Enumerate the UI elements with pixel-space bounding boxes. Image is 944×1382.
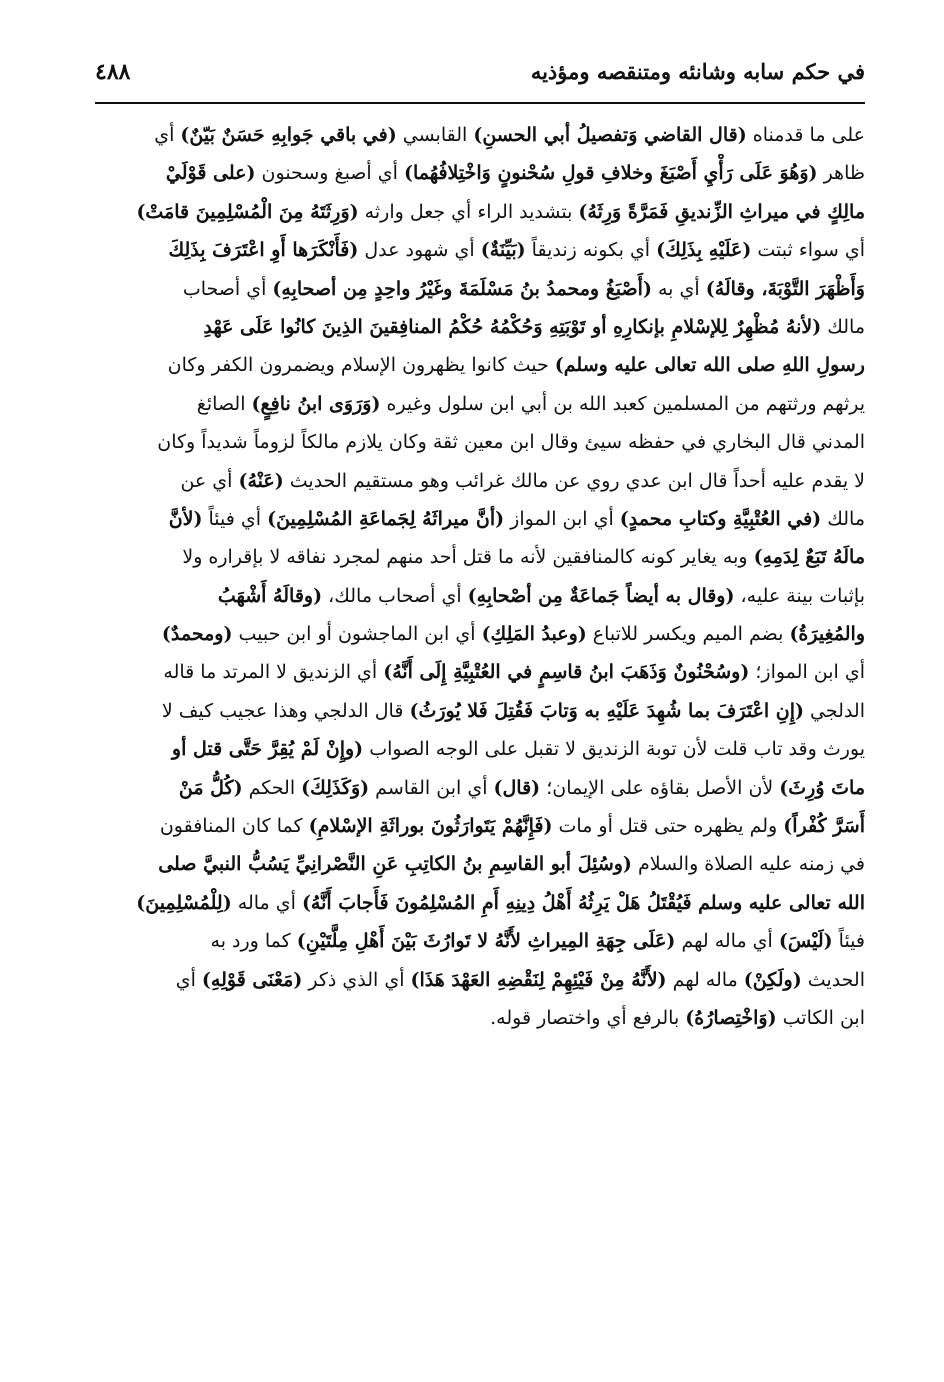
quoted-text: (كُلُّ مَنْ xyxy=(178,776,243,799)
quoted-text: (لِلْمُسْلِمِينَ) xyxy=(136,891,232,914)
text-line xyxy=(95,577,865,615)
text-line xyxy=(95,845,865,883)
quoted-text: (وقال به أيضاً جَماعَةٌ مِن أصْحابِهِ) xyxy=(467,584,735,607)
quoted-text: رسولِ اللهِ صلى الله تعالى عليه وسلم) xyxy=(554,354,865,377)
commentary-text: الحديث xyxy=(801,968,865,991)
commentary-text: حيث كانوا يظهرون الإسلام ويضمرون الكفر وكان xyxy=(167,354,555,377)
quoted-text: (فَإِنَّهُمْ يَتَوارَثُونَ بوراثَةِ الإسْلامِ) xyxy=(308,815,553,838)
commentary-text: وبه يغاير كونه كالمنافقين لأنه ما قتل أحد منهم لمجرد نفاقه لا بإقراره ولا xyxy=(182,546,754,569)
commentary-text: أي فيئاً xyxy=(202,507,268,530)
quoted-text: وَأَظْهَرَ التَّوْبَةَ، وقالَهُ) xyxy=(705,277,865,300)
text-line xyxy=(95,193,865,231)
commentary-text: على ما قدمناه xyxy=(746,124,865,146)
text-line xyxy=(95,423,865,461)
text-line xyxy=(95,807,865,845)
quoted-text: (مَعْنَى قَوْلِهِ) xyxy=(201,968,303,991)
quoted-text: (وسُحْنُونٌ وَذَهَبَ ابنُ قاسِمٍ في العُتْبِيَّةِ إِلَى أَنَّهُ) xyxy=(383,661,750,684)
quoted-text: (وَرِثَتَهُ مِنَ الْمُسْلِمِينَ قامَتْ) xyxy=(136,200,359,223)
quoted-text: (قال القاضي وَتفصيلُ أبي الحسنِ) xyxy=(473,124,747,146)
quoted-text: (ومحمدٌ) xyxy=(161,623,233,646)
commentary-text: فيئاً xyxy=(832,930,865,953)
quoted-text: (لَيْسَ) xyxy=(778,930,833,953)
quoted-text: الله تعالى عليه وسلم فَيُقْتَلُ هَلْ يَرِثُهُ أَهْلُ دِينِهِ أَمِ المُسْلِمُونَ فَأَجابَ أَنَّهُ) xyxy=(301,891,865,914)
commentary-text: أي الزنديق لا المرتد ما قاله xyxy=(163,661,384,684)
quoted-text: (وَهُوَ عَلَى رَأْيِ أَصْبَغَ وخلافِ قولِ سُحْنونٍ وَاخْتِلافُهُما) xyxy=(403,162,818,185)
quoted-text: (وَاخْتِصارُهُ) xyxy=(685,1006,777,1029)
commentary-text: بإثبات بينة عليه، xyxy=(734,584,865,607)
quoted-text: (عَنْهُ) xyxy=(238,469,284,492)
commentary-text: أي به xyxy=(651,277,706,300)
quoted-text: (في باقي جَوابِهِ حَسَنٌ بَيّنٌ) xyxy=(180,124,397,146)
text-line xyxy=(95,231,865,269)
quoted-text: ماتَ وُرِثَ) xyxy=(779,776,865,799)
text-line xyxy=(95,884,865,922)
quoted-text: مالَهُ تَبَعٌ لِدَمِهِ) xyxy=(753,546,865,569)
commentary-text: لا يقدم عليه أحداً قال ابن عدي روي عن مالك غرائب وهو مستقيم الحديث xyxy=(283,469,865,492)
page-number: ٤٨٨ xyxy=(95,59,131,85)
quoted-text: (وإِنْ لَمْ يُقِرَّ حَتَّى قتل أو xyxy=(171,738,364,761)
text-line xyxy=(95,154,865,192)
commentary-text: أي أصحاب xyxy=(182,277,273,300)
quoted-text: (قال) xyxy=(493,776,541,799)
header-divider xyxy=(95,102,865,104)
quoted-text: (إِنِ اعْتَرَفَ بما شُهِدَ عَلَيْهِ به وَتابَ فَقُتِلَ فَلا يُورَثُ) xyxy=(409,699,805,722)
quoted-text: (فَأَنْكَرَها أَوِ اعْتَرَفَ بِذَلِكَ xyxy=(168,239,359,262)
text-line xyxy=(95,730,865,768)
commentary-text: مالك xyxy=(821,507,865,530)
commentary-text: ظاهر xyxy=(817,162,865,185)
commentary-text: يرثهم ورثتهم من المسلمين كعبد الله بن أبي ابن سلول وغيره xyxy=(380,392,865,415)
quoted-text: (وَرَوَى ابنُ نافِعٍ) xyxy=(251,392,381,415)
commentary-text: أي ابن الماجشون أو ابن حبيب xyxy=(232,623,482,646)
text-line xyxy=(95,615,865,653)
commentary-text: كما ورد به xyxy=(210,930,297,953)
commentary-text: أي xyxy=(175,968,202,991)
quoted-text: والمُغِيرَةُ) xyxy=(789,623,865,646)
quoted-text: (وعبدُ المَلِكِ) xyxy=(481,623,587,646)
quoted-text: (لأَنَّهُ مِنْ فَيْئِهِمْ لِنَقْضِهِ العَهْدَ هَذَا) xyxy=(410,968,667,991)
quoted-text: مالِكٍ في ميراثِ الزِّنديقِ فَمَرَّةً وَرِثَهُ) xyxy=(578,200,865,223)
commentary-text: الدلجي xyxy=(804,699,865,722)
commentary-text: الصائغ xyxy=(196,392,252,415)
commentary-text: أي بكونه زنديقاً xyxy=(525,239,657,262)
commentary-text: مالك xyxy=(821,315,865,338)
commentary-text: ماله لهم xyxy=(666,968,744,991)
commentary-text: بتشديد الراء أي جعل وارثه xyxy=(358,200,579,223)
quoted-text: (لأنَّ xyxy=(168,507,203,530)
quoted-text: (أَصْبَغُ ومحمدُ بنُ مَسْلَمَةَ وغَيْرُ واحِدٍ مِن أصحابِهِ) xyxy=(272,277,652,300)
commentary-text: أي أصبغ وسحنون xyxy=(255,162,404,185)
text-line xyxy=(95,692,865,730)
commentary-text: أي عن xyxy=(180,469,239,492)
commentary-text: ابن الكاتب xyxy=(776,1006,865,1029)
commentary-text: بضم الميم ويكسر للاتباع xyxy=(586,623,790,646)
quoted-text: (وقالَهُ أَشْهَبُ xyxy=(217,584,323,607)
text-line xyxy=(95,270,865,308)
text-line xyxy=(95,999,865,1037)
commentary-text: قال الدلجي وهذا عجيب كيف لا xyxy=(161,699,410,722)
commentary-text: أي xyxy=(154,124,181,146)
commentary-text: أي أصحاب مالك، xyxy=(322,584,468,607)
quoted-text: (لأنهُ مُظْهِرٌ لِلإسْلامِ بإنكارِهِ أو تَوْبَتِهِ وَحُكْمُهُ حُكْمُ المنافِقينَ الذِينَ كانُوا عَلَى عَهْدِ xyxy=(203,315,822,338)
text-line xyxy=(95,346,865,384)
commentary-text: أي ابن المواز؛ xyxy=(749,661,865,684)
commentary-text: كما كان المنافقون xyxy=(159,815,309,838)
text-line xyxy=(95,538,865,576)
commentary-text: لأن الأصل بقاؤه على الإيمان؛ xyxy=(540,776,780,799)
commentary-text: أي شهود عدل xyxy=(358,239,481,262)
running-title: في حكم سابه وشانئه ومتنقصه ومؤذيه xyxy=(530,59,865,84)
quoted-text: (أنَّ ميراثَهُ لِجَماعَةِ المُسْلِمِينَ) xyxy=(267,507,505,530)
quoted-text: أَسَرَّ كُفْراً) xyxy=(783,815,865,838)
quoted-text: (عَلَيْهِ بِذَلِكَ) xyxy=(656,239,752,262)
quoted-text: (وسُئِلَ أبو القاسِمِ بنُ الكاتِبِ عَنِ النَّصْرانِيِّ يَسُبُّ النبيَّ صلى xyxy=(158,853,632,876)
commentary-text: الحكم xyxy=(242,776,302,799)
text-line xyxy=(95,500,865,538)
commentary-text: المدني قال البخاري في حفظه سيئ وقال ابن معين ثقة وكان يلازم مالكاً لزوماً شديداً وكان xyxy=(157,431,865,454)
commentary-text: أي ماله xyxy=(231,891,302,914)
text-line xyxy=(95,308,865,346)
commentary-text: أي الذي ذكر xyxy=(302,968,411,991)
commentary-text: ولم يظهره حتى قتل أو مات xyxy=(552,815,784,838)
text-line xyxy=(95,922,865,960)
page-header xyxy=(95,55,865,101)
quoted-text: (عَلَى جِهَةِ المِيراثِ لأَنَّهُ لا تَوارُثَ بَيْنَ أَهْلِ مِلَّتَيْنِ) xyxy=(296,930,676,953)
quoted-text: (بَيِّنَةٌ) xyxy=(480,239,526,262)
quoted-text: (وَكَذَلِكَ) xyxy=(301,776,370,799)
text-line xyxy=(95,961,865,999)
text-line xyxy=(95,769,865,807)
quoted-text: (في العُتْبِيَّةِ وكتابِ محمدٍ) xyxy=(619,507,822,530)
commentary-text: أي ابن القاسم xyxy=(369,776,494,799)
quoted-text: (ولَكِنْ) xyxy=(743,968,802,991)
commentary-text: أي ماله لهم xyxy=(675,930,779,953)
commentary-text: يورث وقد تاب قلت لأن توبة الزنديق لا تقبل على الوجه الصواب xyxy=(363,738,865,761)
commentary-text: بالرفع أي واختصار قوله. xyxy=(490,1006,686,1029)
commentary-text: أي ابن المواز xyxy=(504,507,620,530)
commentary-text: في زمنه عليه الصلاة والسلام xyxy=(631,853,865,876)
text-line xyxy=(95,116,865,154)
text-line xyxy=(95,462,865,500)
text-line xyxy=(95,385,865,423)
body-text xyxy=(95,116,865,1037)
commentary-text: أي سواء ثبتت xyxy=(751,239,865,262)
commentary-text: القابسي xyxy=(396,124,474,146)
quoted-text: (على قَوْلَيْ xyxy=(165,162,256,185)
text-line xyxy=(95,653,865,691)
